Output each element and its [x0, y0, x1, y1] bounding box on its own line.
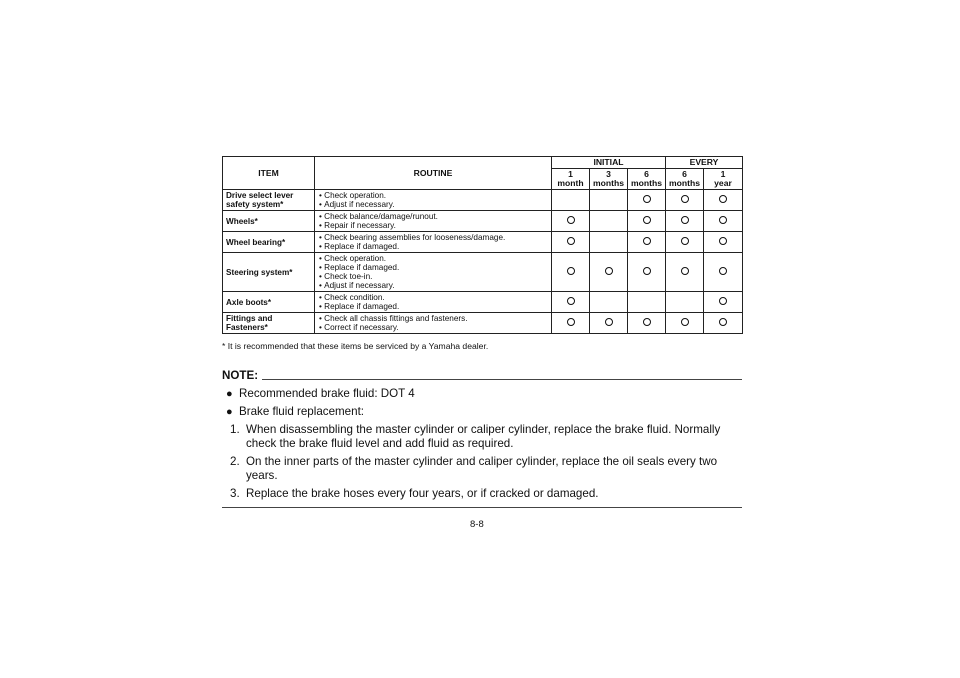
routine-cell — [315, 253, 552, 292]
note-block — [222, 369, 742, 508]
interval-cell — [666, 211, 704, 232]
routine-line: • Replace if damaged. — [319, 263, 548, 272]
routine-cell — [315, 232, 552, 253]
note-divider — [262, 379, 742, 380]
step-number: 3. — [230, 487, 240, 500]
interval-cell — [704, 232, 743, 253]
step-text: When disassembling the master cylinder or caliper cylinder, replace the brake fluid. Normally check the brake fluid level and add fluid as required. — [246, 423, 721, 450]
interval-cell — [666, 292, 704, 313]
circle-mark-icon — [719, 195, 727, 203]
step-number: 1. — [230, 423, 240, 436]
interval-cell — [590, 313, 628, 334]
table-body — [223, 190, 743, 334]
item-cell: Steering system* — [223, 253, 315, 292]
interval-cell — [628, 313, 666, 334]
circle-mark-icon — [681, 195, 689, 203]
header-initial: INITIAL — [552, 157, 666, 169]
note-bullet-text: Recommended brake fluid: DOT 4 — [239, 387, 415, 400]
interval-cell — [552, 190, 590, 211]
routine-line: • Check toe-in. — [319, 272, 548, 281]
note-bullet-text: Brake fluid replacement: — [239, 405, 365, 418]
circle-mark-icon — [643, 216, 651, 224]
step-number: 2. — [230, 455, 240, 468]
interval-cell — [704, 211, 743, 232]
note-step — [222, 455, 742, 483]
interval-cell — [590, 232, 628, 253]
bullet-icon: ● — [226, 406, 233, 418]
interval-cell — [666, 313, 704, 334]
interval-cell — [590, 190, 628, 211]
interval-cell — [552, 292, 590, 313]
note-step — [222, 423, 742, 451]
routine-cell — [315, 313, 552, 334]
interval-cell — [590, 253, 628, 292]
note-bullet — [222, 387, 742, 401]
circle-mark-icon — [567, 216, 575, 224]
interval-cell — [628, 232, 666, 253]
header-interval: 1 year — [704, 169, 743, 190]
step-text: On the inner parts of the master cylinder and caliper cylinder, replace the oil seals every two years. — [246, 455, 718, 482]
interval-cell — [704, 253, 743, 292]
interval-cell — [666, 232, 704, 253]
routine-line: • Check balance/damage/runout. — [319, 212, 548, 221]
interval-cell — [704, 190, 743, 211]
circle-mark-icon — [567, 318, 575, 326]
item-cell: Wheel bearing* — [223, 232, 315, 253]
header-every: EVERY — [666, 157, 743, 169]
interval-cell — [552, 313, 590, 334]
interval-cell — [590, 211, 628, 232]
header-routine: ROUTINE — [315, 157, 552, 190]
routine-line: • Check all chassis fittings and fasteners. — [319, 314, 548, 323]
routine-cell — [315, 190, 552, 211]
note-title: NOTE: — [222, 369, 259, 382]
table-footnote: * It is recommended that these items be serviced by a Yamaha dealer. — [222, 341, 489, 351]
interval-cell — [666, 253, 704, 292]
header-interval: 6 months — [628, 169, 666, 190]
table-row — [223, 211, 743, 232]
circle-mark-icon — [681, 237, 689, 245]
routine-line: • Check bearing assemblies for looseness/damage. — [319, 233, 548, 242]
circle-mark-icon — [643, 318, 651, 326]
note-bullet — [222, 405, 742, 419]
item-cell: Fittings and Fasteners* — [223, 313, 315, 334]
interval-cell — [704, 313, 743, 334]
interval-cell — [552, 253, 590, 292]
interval-cell — [590, 292, 628, 313]
routine-line: • Adjust if necessary. — [319, 281, 548, 290]
note-header — [222, 369, 742, 383]
circle-mark-icon — [719, 237, 727, 245]
table-row — [223, 253, 743, 292]
interval-cell — [628, 253, 666, 292]
interval-cell — [628, 190, 666, 211]
circle-mark-icon — [719, 216, 727, 224]
table-row — [223, 232, 743, 253]
interval-cell — [666, 190, 704, 211]
interval-cell — [704, 292, 743, 313]
header-interval: 1 month — [552, 169, 590, 190]
interval-cell — [628, 211, 666, 232]
circle-mark-icon — [643, 195, 651, 203]
circle-mark-icon — [605, 267, 613, 275]
circle-mark-icon — [567, 237, 575, 245]
routine-cell — [315, 211, 552, 232]
routine-line: • Correct if necessary. — [319, 323, 548, 332]
maintenance-table — [222, 156, 743, 334]
routine-line: • Replace if damaged. — [319, 302, 548, 311]
circle-mark-icon — [643, 267, 651, 275]
routine-line: • Repair if necessary. — [319, 221, 548, 230]
table-row — [223, 190, 743, 211]
routine-line: • Check condition. — [319, 293, 548, 302]
header-interval: 6 months — [666, 169, 704, 190]
circle-mark-icon — [719, 318, 727, 326]
item-cell: Axle boots* — [223, 292, 315, 313]
circle-mark-icon — [719, 297, 727, 305]
table-row — [223, 292, 743, 313]
header-interval: 3 months — [590, 169, 628, 190]
interval-cell — [552, 211, 590, 232]
note-step — [222, 487, 742, 501]
interval-cell — [552, 232, 590, 253]
circle-mark-icon — [567, 297, 575, 305]
circle-mark-icon — [681, 267, 689, 275]
circle-mark-icon — [681, 318, 689, 326]
routine-cell — [315, 292, 552, 313]
header-item: ITEM — [223, 157, 315, 190]
routine-line: • Adjust if necessary. — [319, 200, 548, 209]
page-number: 8-8 — [470, 519, 484, 530]
bullet-icon: ● — [226, 388, 233, 400]
circle-mark-icon — [681, 216, 689, 224]
routine-line: • Replace if damaged. — [319, 242, 548, 251]
circle-mark-icon — [719, 267, 727, 275]
circle-mark-icon — [643, 237, 651, 245]
circle-mark-icon — [605, 318, 613, 326]
routine-line: • Check operation. — [319, 191, 548, 200]
circle-mark-icon — [567, 267, 575, 275]
table-row — [223, 313, 743, 334]
item-cell: Wheels* — [223, 211, 315, 232]
interval-cell — [628, 292, 666, 313]
item-cell: Drive select lever safety system* — [223, 190, 315, 211]
routine-line: • Check operation. — [319, 254, 548, 263]
step-text: Replace the brake hoses every four years, or if cracked or damaged. — [246, 487, 599, 500]
